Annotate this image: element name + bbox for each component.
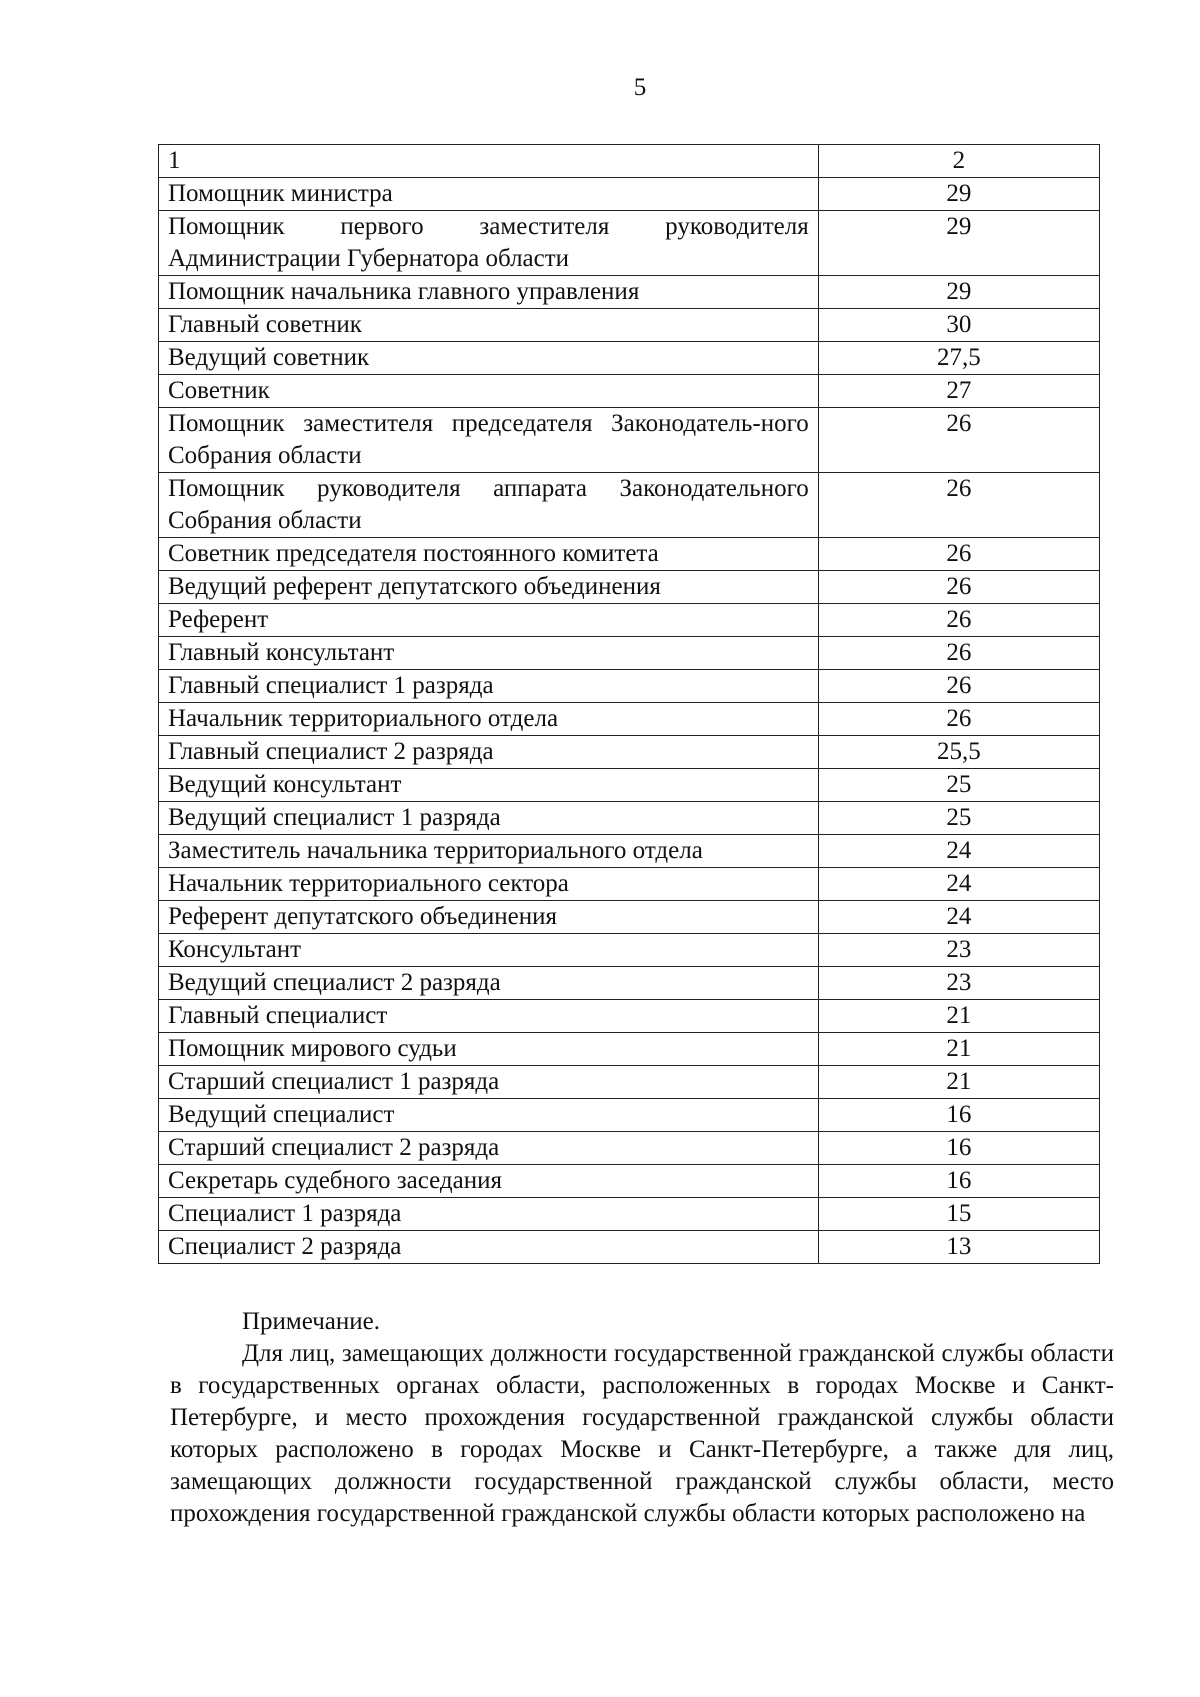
value-cell: 25 (818, 769, 1099, 802)
position-cell: Референт (159, 604, 819, 637)
table-row (159, 736, 1100, 769)
position-cell: Ведущий специалист 1 разряда (159, 802, 819, 835)
note-body: Для лиц, замещающих должности государственной гражданской службы области в государственных органах области, расположенных в городах Москве и Санкт-Петербурге, и место прохождения государственной гражданской службы области которых расположено в городах Москве и Санкт-Петербурге, а также для лиц, замещающих должности государственной гражданской службы области, место прохождения государственной гражданской службы области которых расположено на (170, 1340, 1114, 1527)
position-cell: Помощник министра (159, 178, 819, 211)
value-cell: 21 (818, 1033, 1099, 1066)
position-cell: Помощник руководителя аппарата Законодательного Собрания области (159, 473, 819, 538)
position-cell: Помощник первого заместителя руководителя Администрации Губернатора области (159, 211, 819, 276)
value-cell: 23 (818, 967, 1099, 1000)
value-cell: 26 (818, 703, 1099, 736)
table-row (159, 473, 1100, 538)
position-cell: Помощник мирового судьи (159, 1033, 819, 1066)
table-row (159, 342, 1100, 375)
value-cell: 26 (818, 571, 1099, 604)
column-header-1: 1 (159, 145, 819, 178)
position-cell: Старший специалист 1 разряда (159, 1066, 819, 1099)
value-cell: 16 (818, 1165, 1099, 1198)
value-cell: 21 (818, 1066, 1099, 1099)
position-cell: Старший специалист 2 разряда (159, 1132, 819, 1165)
table-row (159, 769, 1100, 802)
table-row (159, 1000, 1100, 1033)
table-row (159, 934, 1100, 967)
table-row (159, 309, 1100, 342)
position-cell: Начальник территориального сектора (159, 868, 819, 901)
table-row (159, 276, 1100, 309)
value-cell: 27 (818, 375, 1099, 408)
position-cell: Специалист 2 разряда (159, 1231, 819, 1264)
table-body (159, 145, 1100, 1264)
table-row (159, 637, 1100, 670)
table-row (159, 1066, 1100, 1099)
table-row (159, 211, 1100, 276)
position-cell: Начальник территориального отдела (159, 703, 819, 736)
value-cell: 25 (818, 802, 1099, 835)
table-row (159, 835, 1100, 868)
column-header-2: 2 (818, 145, 1099, 178)
table-row (159, 178, 1100, 211)
value-cell: 26 (818, 473, 1099, 538)
table-row (159, 901, 1100, 934)
value-cell: 24 (818, 835, 1099, 868)
position-cell: Консультант (159, 934, 819, 967)
value-cell: 15 (818, 1198, 1099, 1231)
table-row (159, 538, 1100, 571)
position-cell: Заместитель начальника территориального отдела (159, 835, 819, 868)
table-row (159, 1132, 1100, 1165)
position-cell: Ведущий референт депутатского объединения (159, 571, 819, 604)
table-row (159, 967, 1100, 1000)
position-cell: Секретарь судебного заседания (159, 1165, 819, 1198)
table-row (159, 1198, 1100, 1231)
value-cell: 26 (818, 604, 1099, 637)
position-cell: Советник (159, 375, 819, 408)
note-section (170, 1306, 1114, 1530)
table-row (159, 1099, 1100, 1132)
position-cell: Главный специалист (159, 1000, 819, 1033)
table-row (159, 1033, 1100, 1066)
value-cell: 26 (818, 538, 1099, 571)
value-cell: 29 (818, 276, 1099, 309)
position-cell: Ведущий специалист (159, 1099, 819, 1132)
table-row (159, 802, 1100, 835)
position-cell: Главный специалист 2 разряда (159, 736, 819, 769)
value-cell: 16 (818, 1099, 1099, 1132)
position-cell: Референт депутатского объединения (159, 901, 819, 934)
position-cell: Помощник заместителя председателя Законодатель-ного Собрания области (159, 408, 819, 473)
note-title: Примечание. (242, 1308, 381, 1335)
value-cell: 27,5 (818, 342, 1099, 375)
position-cell: Главный специалист 1 разряда (159, 670, 819, 703)
position-cell: Главный консультант (159, 637, 819, 670)
value-cell: 16 (818, 1132, 1099, 1165)
position-cell: Ведущий специалист 2 разряда (159, 967, 819, 1000)
page-number: 5 (633, 74, 647, 101)
value-cell: 26 (818, 637, 1099, 670)
table-header-row (159, 145, 1100, 178)
table-row (159, 868, 1100, 901)
value-cell: 23 (818, 934, 1099, 967)
position-cell: Специалист 1 разряда (159, 1198, 819, 1231)
table-row (159, 571, 1100, 604)
table-row (159, 408, 1100, 473)
table-row (159, 1165, 1100, 1198)
position-cell: Ведущий советник (159, 342, 819, 375)
table-row (159, 1231, 1100, 1264)
value-cell: 30 (818, 309, 1099, 342)
value-cell: 13 (818, 1231, 1099, 1264)
positions-table (158, 144, 1100, 1264)
value-cell: 29 (818, 211, 1099, 276)
position-cell: Помощник начальника главного управления (159, 276, 819, 309)
position-cell: Главный советник (159, 309, 819, 342)
value-cell: 21 (818, 1000, 1099, 1033)
table-row (159, 670, 1100, 703)
value-cell: 24 (818, 868, 1099, 901)
value-cell: 24 (818, 901, 1099, 934)
value-cell: 29 (818, 178, 1099, 211)
position-cell: Ведущий консультант (159, 769, 819, 802)
position-cell: Советник председателя постоянного комитета (159, 538, 819, 571)
table-row (159, 375, 1100, 408)
value-cell: 26 (818, 408, 1099, 473)
value-cell: 25,5 (818, 736, 1099, 769)
table-row (159, 604, 1100, 637)
value-cell: 26 (818, 670, 1099, 703)
table-row (159, 703, 1100, 736)
